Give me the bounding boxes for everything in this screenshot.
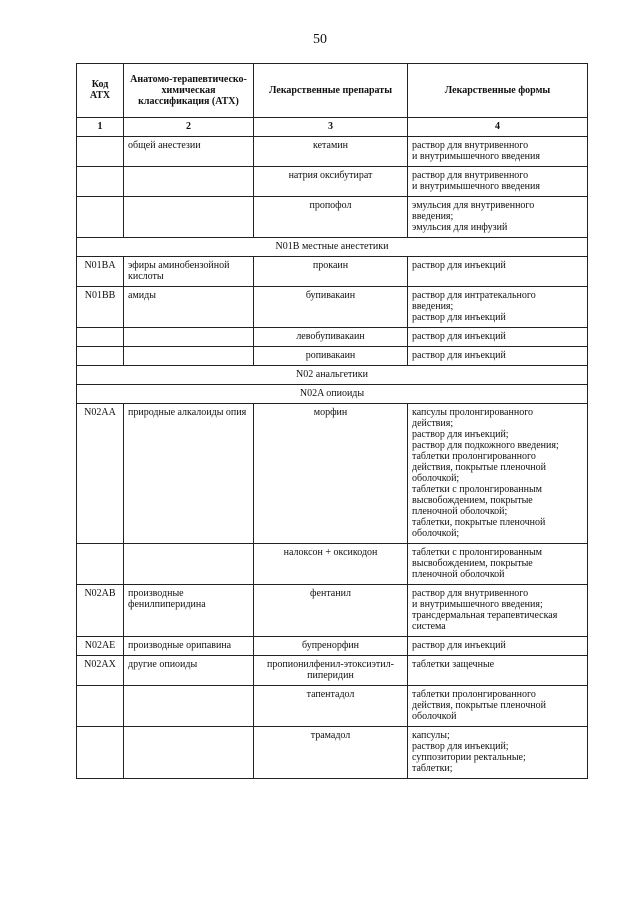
table-row: [77, 328, 588, 347]
section-row: [77, 385, 588, 404]
classification-cell: амиды: [124, 287, 254, 328]
table-row: [77, 656, 588, 686]
dosage-forms-cell: капсулы; раствор для инъекций; суппозитории ректальные; таблетки;: [408, 727, 588, 779]
dosage-forms-cell: раствор для инъекций: [408, 328, 588, 347]
header-code: Код АТХ: [77, 64, 124, 118]
table-row: [77, 257, 588, 287]
classification-cell: производные фенилпиперидина: [124, 585, 254, 637]
classification-cell: производные орипавина: [124, 637, 254, 656]
header-forms: Лекарственные формы: [408, 64, 588, 118]
atx-code-cell: N02AE: [77, 637, 124, 656]
table-row: [77, 287, 588, 328]
drug-cell: тапентадол: [254, 686, 408, 727]
atx-code-cell: [77, 347, 124, 366]
dosage-forms-cell: раствор для внутривенного и внутримышечного введения; трансдермальная терапевтическая система: [408, 585, 588, 637]
atx-code-cell: N01BB: [77, 287, 124, 328]
drug-cell: бупивакаин: [254, 287, 408, 328]
drug-cell: кетамин: [254, 137, 408, 167]
dosage-forms-cell: раствор для инъекций: [408, 637, 588, 656]
drug-cell: натрия оксибутират: [254, 167, 408, 197]
classification-cell: природные алкалоиды опия: [124, 404, 254, 544]
table-row: [77, 686, 588, 727]
atx-code-cell: [77, 197, 124, 238]
drug-cell: морфин: [254, 404, 408, 544]
classification-cell: [124, 167, 254, 197]
dosage-forms-cell: эмульсия для внутривенного введения; эмульсия для инфузий: [408, 197, 588, 238]
dosage-forms-cell: раствор для инъекций: [408, 257, 588, 287]
classification-cell: эфиры аминобензойной кислоты: [124, 257, 254, 287]
atx-code-cell: [77, 727, 124, 779]
dosage-forms-cell: таблетки защечные: [408, 656, 588, 686]
table-row: [77, 637, 588, 656]
table-row: [77, 404, 588, 544]
table-row: [77, 347, 588, 366]
header-row: [77, 64, 588, 118]
column-number-row: [77, 118, 588, 137]
atx-code-cell: N02AB: [77, 585, 124, 637]
table-row: [77, 137, 588, 167]
classification-cell: [124, 686, 254, 727]
atx-code-cell: [77, 544, 124, 585]
table-row: [77, 167, 588, 197]
drug-cell: пропионилфенил-этоксиэтил- пиперидин: [254, 656, 408, 686]
header-drugs: Лекарственные препараты: [254, 64, 408, 118]
dosage-forms-cell: раствор для инъекций: [408, 347, 588, 366]
section-title: N02 анальгетики: [77, 366, 588, 385]
column-number: 4: [408, 118, 588, 137]
section-title: N01B местные анестетики: [77, 238, 588, 257]
dosage-forms-cell: таблетки пролонгированного действия, покрытые пленочной оболочкой: [408, 686, 588, 727]
drug-cell: налоксон + оксикодон: [254, 544, 408, 585]
classification-cell: другие опиоиды: [124, 656, 254, 686]
atx-code-cell: [77, 328, 124, 347]
header-classification: Анатомо-терапевтическо-химическая классификация (АТХ): [124, 64, 254, 118]
dosage-forms-cell: таблетки с пролонгированным высвобождением, покрытые пленочной оболочкой: [408, 544, 588, 585]
drug-cell: прокаин: [254, 257, 408, 287]
section-row: [77, 366, 588, 385]
dosage-forms-cell: раствор для интратекального введения; раствор для инъекций: [408, 287, 588, 328]
classification-cell: [124, 727, 254, 779]
drug-cell: фентанил: [254, 585, 408, 637]
atx-code-cell: N01BA: [77, 257, 124, 287]
section-row: [77, 238, 588, 257]
table-row: [77, 544, 588, 585]
drug-cell: бупренорфин: [254, 637, 408, 656]
dosage-forms-cell: раствор для внутривенного и внутримышечного введения: [408, 137, 588, 167]
column-number: 3: [254, 118, 408, 137]
atx-code-cell: [77, 686, 124, 727]
classification-cell: [124, 328, 254, 347]
classification-cell: [124, 544, 254, 585]
column-number: 1: [77, 118, 124, 137]
drug-cell: трамадол: [254, 727, 408, 779]
classification-cell: [124, 197, 254, 238]
table-row: [77, 727, 588, 779]
atx-code-cell: [77, 137, 124, 167]
drug-cell: левобупивакаин: [254, 328, 408, 347]
atx-code-cell: N02AX: [77, 656, 124, 686]
table-row: [77, 197, 588, 238]
page-number: 50: [313, 32, 327, 47]
section-title: N02A опиоиды: [77, 385, 588, 404]
classification-cell: общей анестезии: [124, 137, 254, 167]
dosage-forms-cell: раствор для внутривенного и внутримышечного введения: [408, 167, 588, 197]
atx-code-cell: N02AA: [77, 404, 124, 544]
column-number: 2: [124, 118, 254, 137]
drug-cell: пропофол: [254, 197, 408, 238]
table-row: [77, 585, 588, 637]
table-body: [77, 137, 588, 779]
atx-table: [76, 63, 588, 779]
atx-code-cell: [77, 167, 124, 197]
dosage-forms-cell: капсулы пролонгированного действия; раствор для инъекций; раствор для подкожного введения; таблетки пролонгированного действия, покрытые пленочной оболочкой; таблетки с пролонгированным высвобождением, покрытые пленочной оболочкой; таблетки, покрытые пленочной оболочкой;: [408, 404, 588, 544]
drug-cell: ропивакаин: [254, 347, 408, 366]
classification-cell: [124, 347, 254, 366]
